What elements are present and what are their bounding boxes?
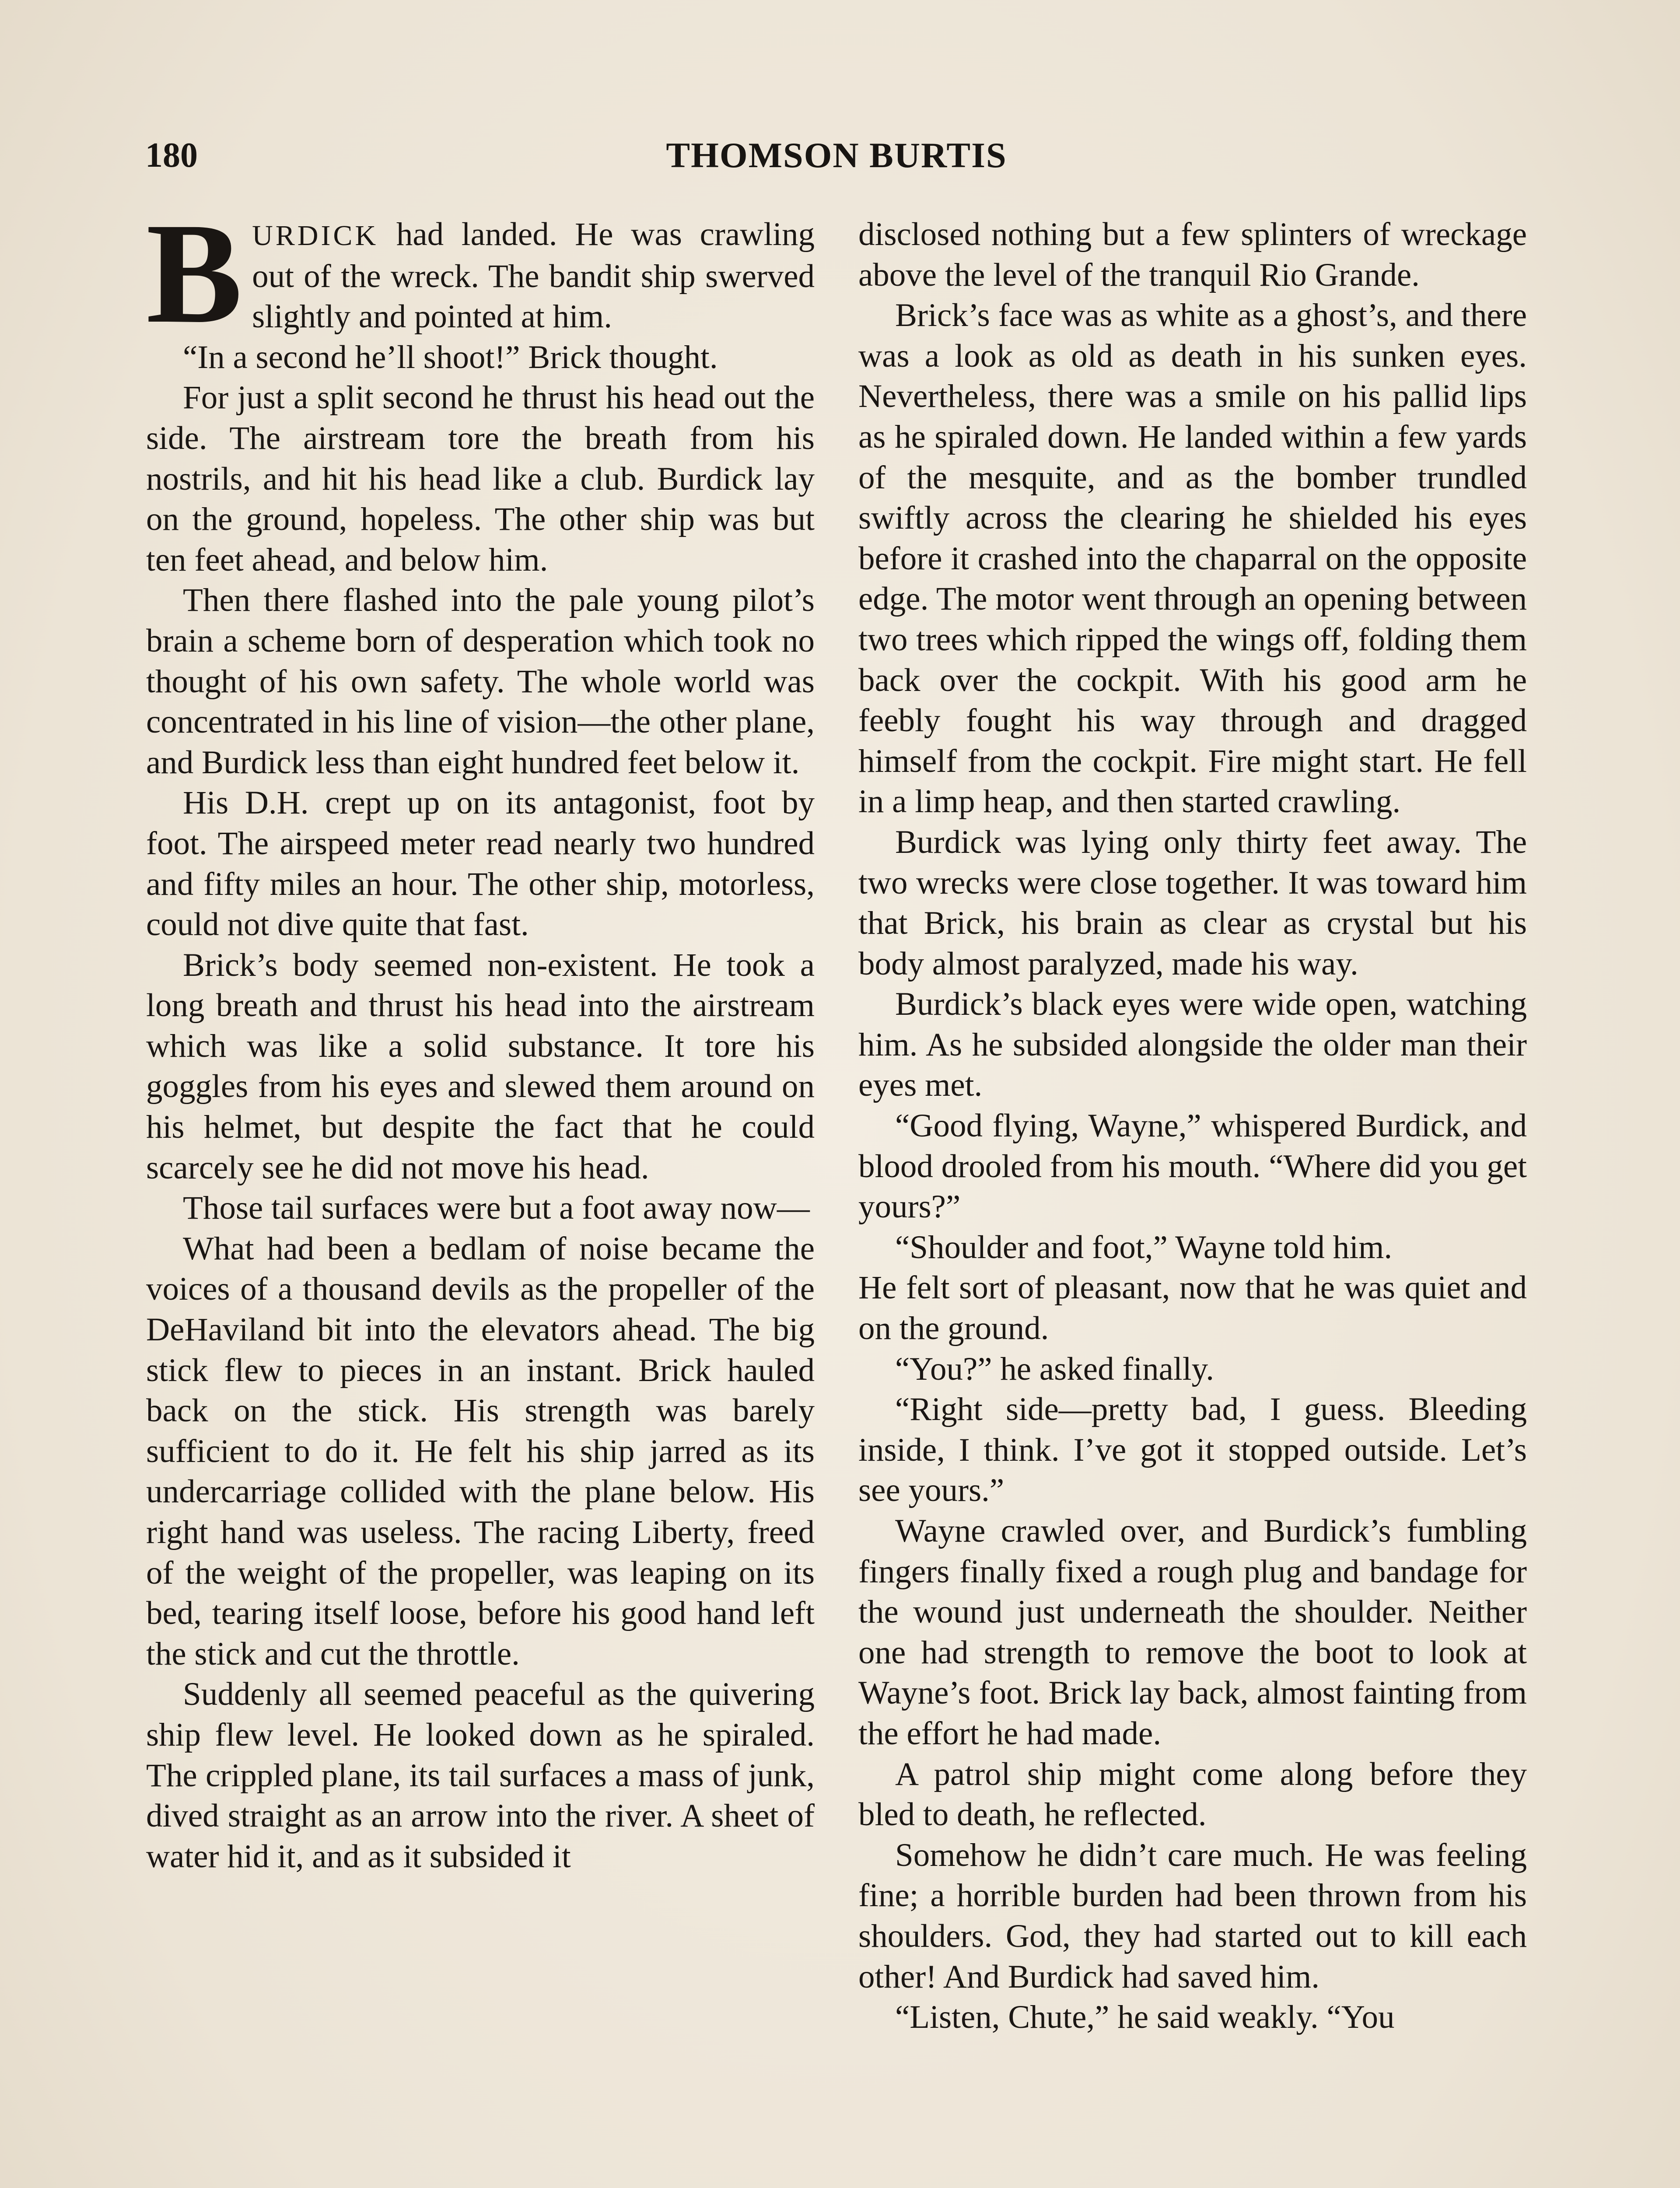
paragraph: Those tail surfaces were but a foot away now— (183, 1190, 810, 1227)
paragraph: He felt sort of pleasant, now that he was quiet and on the ground. (858, 1269, 1527, 1347)
paragraph: Brick’s body seemed non-existent. He took a long breath and thrust his head into the airstream which was like a solid substance. It tore his goggles from his eyes and slewed them around on his helmet, but despite the fact that he could scarcely see he did not move his head. (146, 947, 815, 1186)
paragraph: A patrol ship might come along before they bled to death, he reflected. (858, 1756, 1527, 1833)
paragraph: Brick’s face was as white as a ghost’s, and there was a look as old as death in his sunken eyes. Nevertheless, there was a smile on his pallid lips as he spiraled down. He landed within a few yards of the mesquite, and as the bomber trundled swiftly across the clearing he shielded his eyes before it crashed into the chaparral on the opposite edge. The motor went through an opening between two trees which ripped the wings off, folding them back over the cockpit. With his good arm he feebly fought his way through and dragged himself from the cockpit. Fire might start. He fell in a limp heap, and then started crawling. (858, 297, 1527, 820)
paragraph: “Listen, Chute,” he said weakly. “You (895, 1999, 1395, 2036)
paragraph: “Good flying, Wayne,” whispered Burdick, and blood drooled from his mouth. “Where did you get yours?” (858, 1108, 1527, 1225)
page-header (145, 131, 1528, 179)
paragraph: His D.H. crept up on its antagonist, foot by foot. The airspeed meter read nearly two hundred and fifty miles an hour. The other ship, motorless, could not dive quite that fast. (146, 785, 815, 943)
paragraph: “You?” he asked finally. (895, 1350, 1214, 1387)
paragraph: For just a split second he thrust his head out the side. The airstream tore the breath from his nostrils, and hit his head like a club. Burdick lay on the ground, hopeless. The other ship was but ten feet ahead, and below him. (146, 379, 815, 578)
paragraph: “In a second he’ll shoot!” Brick thought. (183, 339, 718, 375)
paragraph: Wayne crawled over, and Burdick’s fumbling fingers finally fixed a rough plug and bandage for the wound just underneath the shoulder. Neither one had strength to remove the boot to look at Wayne’s foot. Brick lay back, almost fainting from the effort he had made. (858, 1513, 1527, 1752)
paragraph: “Shoulder and foot,” Wayne told him. (895, 1229, 1393, 1266)
paragraph: Suddenly all seemed peaceful as the quivering ship flew level. He looked down as he spiraled. The crippled plane, its tail surfaces a mass of junk, dived straight as an arrow into the river. A sheet of water hid it, and as it subsided it (146, 1676, 815, 1875)
page-number: 180 (145, 136, 198, 175)
right-column (858, 214, 1527, 2188)
continued-paragraph: disclosed nothing but a few splinters of wreckage above the level of the tranquil Rio Grande. (858, 216, 1527, 293)
paragraph: Somehow he didn’t care much. He was feeling fine; a horrible burden had been thrown from his shoulders. God, they had started out to kill each other! And Burdick had saved him. (858, 1837, 1527, 1995)
opening-text: had landed. He was crawling out of the wreck. The bandit ship swerved slightly and pointed at him. (252, 216, 815, 335)
running-title: THOMSON BURTIS (666, 135, 1007, 175)
drop-cap: B (146, 214, 243, 353)
left-column (146, 214, 815, 2188)
paragraph: Then there flashed into the pale young pilot’s brain a scheme born of desperation which took no thought of his own safety. The whole world was concentrated in his line of vision—the other plane, and Burdick less than eight hundred feet below it. (146, 582, 815, 781)
paragraph: Burdick’s black eyes were wide open, watching him. As he subsided alongside the older man their eyes met. (858, 986, 1527, 1104)
opening-paragraph (146, 214, 815, 353)
opening-smallcaps: URDICK (252, 220, 379, 252)
paragraph: What had been a bedlam of noise became the voices of a thousand devils as the propeller of the DeHaviland bit into the elevators ahead. The big stick flew to pieces in an instant. Brick hauled back on the stick. His strength was barely sufficient to do it. He felt his ship jarred as its undercarriage collided with the plane below. His right hand was useless. The racing Liberty, freed of the weight of the propeller, was leaping on its bed, tearing itself loose, before his good hand left the stick and cut the throttle. (146, 1230, 815, 1672)
paragraph: Burdick was lying only thirty feet away. The two wrecks were close together. It was toward him that Brick, his brain as clear as crystal but his body almost paralyzed, made his way. (858, 824, 1527, 982)
paragraph: “Right side—pretty bad, I guess. Bleeding inside, I think. I’ve got it stopped outside. Let’s see yours.” (858, 1391, 1527, 1509)
